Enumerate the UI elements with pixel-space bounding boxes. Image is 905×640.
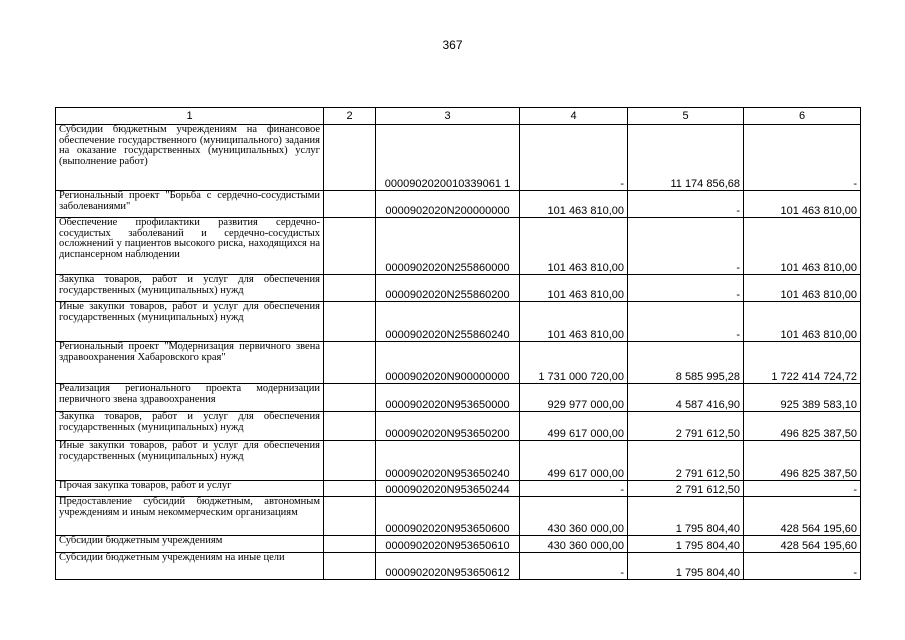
row-col5-value: 8 585 995,28 (628, 342, 744, 384)
row-col6-value: 101 463 810,00 (744, 275, 861, 302)
row-col4-value: 1 731 000 720,00 (520, 342, 628, 384)
row-col4-value: 499 617 000,00 (520, 441, 628, 481)
row-col4-value: - (520, 481, 628, 497)
row-col6-value: - (744, 553, 861, 580)
row-code-cell: 0000902020N900000000 (376, 342, 520, 384)
row-col4-value: - (520, 125, 628, 191)
row-col5-value: - (628, 302, 744, 342)
row-col4-value: - (520, 553, 628, 580)
row-code-cell: 0000902020N953650610 (376, 536, 520, 553)
row-col6-value: 496 825 387,50 (744, 412, 861, 441)
row-col5-value: 2 791 612,50 (628, 481, 744, 497)
row-name-cell: Субсидии бюджетным учреждениям на иные цели (56, 553, 324, 580)
row-col6-value: 101 463 810,00 (744, 302, 861, 342)
budget-table (55, 107, 861, 580)
row-col2-cell (324, 481, 376, 497)
row-col5-value: 2 791 612,50 (628, 441, 744, 481)
row-code-cell: 0000902020N953650200 (376, 412, 520, 441)
table-row (56, 125, 861, 191)
row-code-cell: 0000902020N200000000 (376, 191, 520, 218)
row-code-cell: 0000902020N953650600 (376, 497, 520, 536)
row-col4-value: 101 463 810,00 (520, 191, 628, 218)
row-name-cell: Закупка товаров, работ и услуг для обеспечения государственных (муниципальных) нужд (56, 412, 324, 441)
row-col2-cell (324, 302, 376, 342)
row-col5-value: - (628, 191, 744, 218)
row-col2-cell (324, 412, 376, 441)
row-col6-value: 1 722 414 724,72 (744, 342, 861, 384)
row-col2-cell (324, 125, 376, 191)
table-row (56, 342, 861, 384)
row-col2-cell (324, 441, 376, 481)
row-col6-value: - (744, 125, 861, 191)
column-header-1: 1 (56, 108, 324, 125)
table-row (56, 275, 861, 302)
row-col6-value: - (744, 481, 861, 497)
column-header-3: 3 (376, 108, 520, 125)
row-col5-value: 11 174 856,68 (628, 125, 744, 191)
row-name-cell: Закупка товаров, работ и услуг для обеспечения государственных (муниципальных) нужд (56, 275, 324, 302)
row-col5-value: 1 795 804,40 (628, 497, 744, 536)
row-col5-value: 1 795 804,40 (628, 553, 744, 580)
row-name-cell: Обеспечение профилактики развития сердечно-сосудистых заболеваний и сердечно-сосудистых осложнений у пациентов высокого риска, находящихся на диспансерном наблюдении (56, 218, 324, 275)
row-name-cell: Иные закупки товаров, работ и услуг для обеспечения государственных (муниципальных) нужд (56, 441, 324, 481)
row-name-cell: Иные закупки товаров, работ и услуг для обеспечения государственных (муниципальных) нужд (56, 302, 324, 342)
row-col5-value: 2 791 612,50 (628, 412, 744, 441)
row-col5-value: 4 587 416,90 (628, 384, 744, 412)
row-name-cell: Субсидии бюджетным учреждениям (56, 536, 324, 553)
row-code-cell: 0000902020N255860240 (376, 302, 520, 342)
row-col5-value: 1 795 804,40 (628, 536, 744, 553)
row-col6-value: 428 564 195,60 (744, 497, 861, 536)
row-code-cell: 0000902020N953650240 (376, 441, 520, 481)
table-row (56, 384, 861, 412)
row-col2-cell (324, 342, 376, 384)
row-col5-value: - (628, 275, 744, 302)
row-col4-value: 101 463 810,00 (520, 218, 628, 275)
row-name-cell: Предоставление субсидий бюджетным, автономным учреждениям и иным некоммерческим организациям (56, 497, 324, 536)
row-col4-value: 101 463 810,00 (520, 302, 628, 342)
row-col6-value: 101 463 810,00 (744, 191, 861, 218)
row-col4-value: 430 360 000,00 (520, 497, 628, 536)
table-row (56, 553, 861, 580)
row-col6-value: 101 463 810,00 (744, 218, 861, 275)
row-name-cell: Прочая закупка товаров, работ и услуг (56, 481, 324, 497)
table-row (56, 191, 861, 218)
row-col6-value: 925 389 583,10 (744, 384, 861, 412)
row-code-cell: 0000902020010339061 1 (376, 125, 520, 191)
row-name-cell: Реализация регионального проекта модернизации первичного звена здравоохранения (56, 384, 324, 412)
row-col2-cell (324, 553, 376, 580)
row-code-cell: 0000902020N953650000 (376, 384, 520, 412)
row-col4-value: 101 463 810,00 (520, 275, 628, 302)
row-col6-value: 428 564 195,60 (744, 536, 861, 553)
row-col2-cell (324, 191, 376, 218)
row-name-cell: Региональный проект "Модернизация первичного звена здравоохранения Хабаровского края" (56, 342, 324, 384)
row-code-cell: 0000902020N255860000 (376, 218, 520, 275)
row-name-cell: Региональный проект "Борьба с сердечно-сосудистыми заболеваниями" (56, 191, 324, 218)
row-col2-cell (324, 497, 376, 536)
page-number: 367 (442, 38, 463, 52)
table-row (56, 497, 861, 536)
row-name-cell: Субсидии бюджетным учреждениям на финансовое обеспечение государственного (муниципального) задания на оказание государственных (муниципальных) услуг (выполнение работ) (56, 125, 324, 191)
table-row (56, 481, 861, 497)
column-header-4: 4 (520, 108, 628, 125)
row-code-cell: 0000902020N255860200 (376, 275, 520, 302)
table-row (56, 302, 861, 342)
row-col2-cell (324, 218, 376, 275)
row-col4-value: 929 977 000,00 (520, 384, 628, 412)
row-col2-cell (324, 536, 376, 553)
column-header-2: 2 (324, 108, 376, 125)
column-header-6: 6 (744, 108, 861, 125)
row-code-cell: 0000902020N953650244 (376, 481, 520, 497)
table-row (56, 412, 861, 441)
row-col6-value: 496 825 387,50 (744, 441, 861, 481)
row-col2-cell (324, 384, 376, 412)
row-col4-value: 499 617 000,00 (520, 412, 628, 441)
table-row (56, 218, 861, 275)
table-row (56, 441, 861, 481)
row-col4-value: 430 360 000,00 (520, 536, 628, 553)
header-row (56, 108, 861, 125)
table-row (56, 536, 861, 553)
row-code-cell: 0000902020N953650612 (376, 553, 520, 580)
column-header-5: 5 (628, 108, 744, 125)
row-col5-value: - (628, 218, 744, 275)
row-col2-cell (324, 275, 376, 302)
